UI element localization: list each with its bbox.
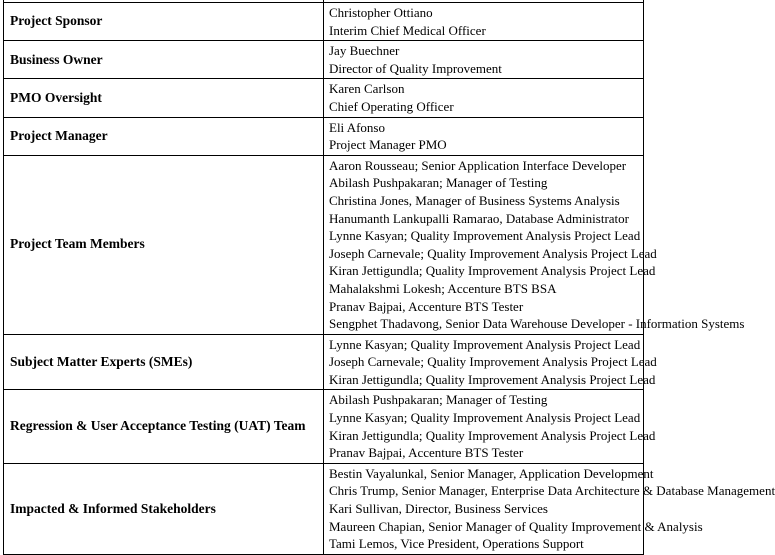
person-line: Eli Afonso xyxy=(329,119,385,135)
table-row xyxy=(4,390,644,463)
table-body xyxy=(4,0,775,554)
person-line: Hanumanth Lankupalli Ramarao, Database Administrator xyxy=(329,210,629,226)
person-line: Joseph Carnevale; Quality Improvement Analysis Project Lead xyxy=(329,245,657,261)
person-line: Abilash Pushpakaran; Manager of Testing xyxy=(329,392,548,408)
person-line: Lynne Kasyan; Quality Improvement Analysis Project Lead xyxy=(329,410,641,426)
person-line: Aaron Rousseau; Senior Application Interface Developer xyxy=(329,157,627,173)
person-line: Tami Lemos, Vice President, Operations Support xyxy=(329,536,584,552)
role-cell: Business Owner xyxy=(4,41,324,79)
role-cell: Regression & User Acceptance Testing (UAT) Team xyxy=(4,390,324,463)
table-row xyxy=(4,117,644,155)
person-line: Chief Operating Officer xyxy=(329,98,454,114)
person-line: Chris Trump, Senior Manager, Enterprise Data Architecture & Database Management xyxy=(329,483,775,499)
table-row xyxy=(4,155,644,334)
person-line: Abilash Pushpakaran; Manager of Testing xyxy=(329,175,548,191)
people-cell xyxy=(324,117,644,155)
table-row xyxy=(4,79,644,117)
table-row xyxy=(4,463,644,554)
table-row xyxy=(4,3,644,41)
person-line: Pranav Bajpai, Accenture BTS Tester xyxy=(329,298,524,314)
person-line: Mahalakshmi Lokesh; Accenture BTS BSA xyxy=(329,280,557,296)
role-cell: Impacted & Informed Stakeholders xyxy=(4,463,324,554)
person-line: Jay Buechner xyxy=(329,43,400,59)
person-line: Kiran Jettigundla; Quality Improvement Analysis Project Lead xyxy=(329,427,656,443)
people-cell xyxy=(324,41,644,79)
people-cell xyxy=(324,334,657,390)
person-line: Kiran Jettigundla; Quality Improvement Analysis Project Lead xyxy=(329,371,656,387)
person-line: Sengphet Thadavong, Senior Data Warehouse Developer - Information Systems xyxy=(329,316,745,332)
people-cell xyxy=(324,390,656,463)
role-cell: PMO Oversight xyxy=(4,79,324,117)
person-line: Christopher Ottiano xyxy=(329,5,433,20)
person-line: Christina Jones, Manager of Business Systems Analysis xyxy=(329,192,620,208)
people-cell xyxy=(324,79,644,117)
person-line: Bestin Vayalunkal, Senior Manager, Application Development xyxy=(329,465,654,481)
table-row xyxy=(4,334,644,390)
people-cell xyxy=(324,3,644,41)
person-line: Lynne Kasyan; Quality Improvement Analysis Project Lead xyxy=(329,336,641,352)
role-cell: Project Team Members xyxy=(4,155,324,334)
person-line: Director of Quality Improvement xyxy=(329,60,502,76)
table-row xyxy=(4,41,644,79)
role-cell: Subject Matter Experts (SMEs) xyxy=(4,334,324,390)
people-cell xyxy=(324,155,745,334)
person-line: Joseph Carnevale; Quality Improvement Analysis Project Lead xyxy=(329,354,657,370)
person-line: Maureen Chapian, Senior Manager of Quality Improvement & Analysis xyxy=(329,518,703,534)
person-line: Karen Carlson xyxy=(329,81,405,97)
person-line: Pranav Bajpai, Accenture BTS Tester xyxy=(329,445,524,461)
person-line: Lynne Kasyan; Quality Improvement Analysis Project Lead xyxy=(329,228,641,244)
role-cell: Project Manager xyxy=(4,117,324,155)
person-line: Kari Sullivan, Director, Business Services xyxy=(329,501,548,517)
person-line: Project Manager PMO xyxy=(329,137,447,153)
role-cell: Project Sponsor xyxy=(4,3,324,41)
person-line: Interim Chief Medical Officer xyxy=(329,22,486,38)
person-line: Kiran Jettigundla; Quality Improvement Analysis Project Lead xyxy=(329,263,656,279)
people-cell xyxy=(324,463,775,554)
project-roles-table xyxy=(3,0,775,555)
